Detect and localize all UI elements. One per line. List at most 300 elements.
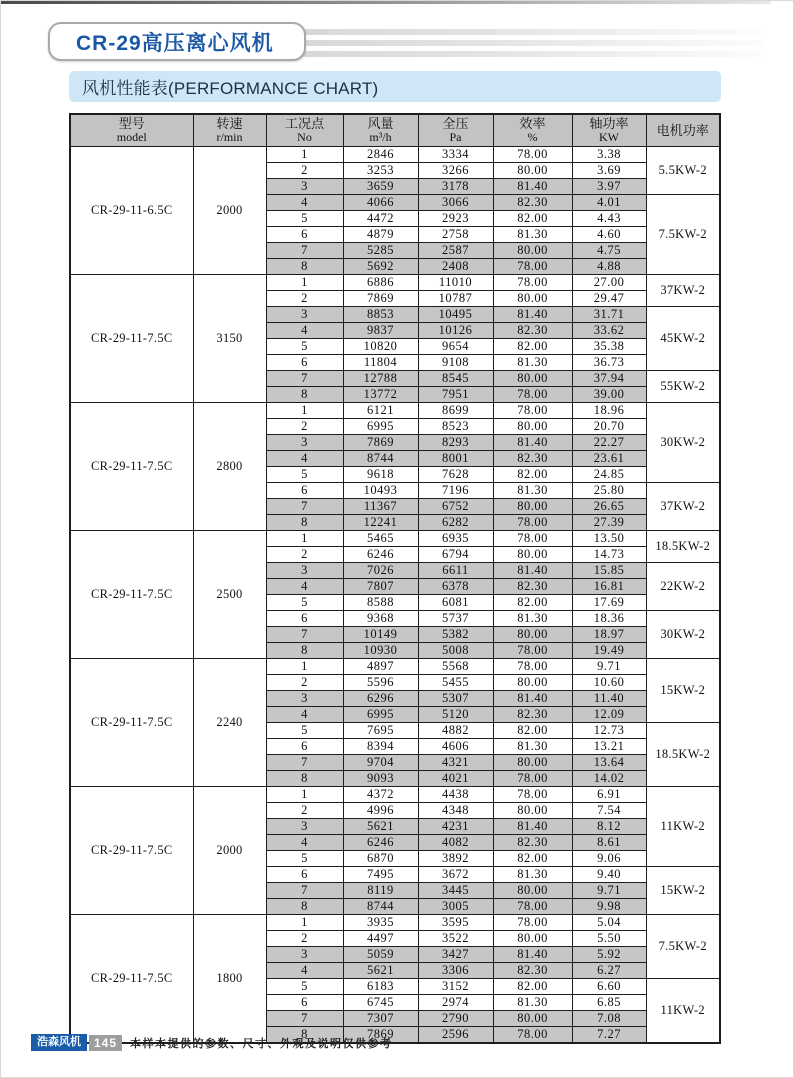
efficiency-cell: 81.30: [493, 994, 572, 1010]
point-no-cell: 7: [266, 626, 343, 642]
point-no-cell: 6: [266, 738, 343, 754]
flow-cell: 12241: [343, 514, 418, 530]
shaft-power-cell: 4.60: [572, 226, 646, 242]
flow-cell: 10493: [343, 482, 418, 498]
point-no-cell: 5: [266, 210, 343, 226]
efficiency-cell: 80.00: [493, 290, 572, 306]
point-no-cell: 5: [266, 338, 343, 354]
pressure-cell: 2758: [418, 226, 493, 242]
flow-cell: 6246: [343, 834, 418, 850]
flow-cell: 8853: [343, 306, 418, 322]
efficiency-cell: 81.30: [493, 610, 572, 626]
efficiency-cell: 82.30: [493, 194, 572, 210]
motor-power-cell: 11KW-2: [646, 978, 720, 1043]
point-no-cell: 2: [266, 674, 343, 690]
pressure-cell: 11010: [418, 274, 493, 290]
performance-table-body: [70, 146, 720, 1043]
col-header-efficiency: 效率 %: [493, 114, 572, 146]
point-no-cell: 1: [266, 530, 343, 546]
flow-cell: 8744: [343, 450, 418, 466]
motor-power-cell: 30KW-2: [646, 610, 720, 658]
table-row: [70, 914, 720, 930]
page-title: CR-29高压离心风机: [76, 31, 274, 55]
efficiency-cell: 81.30: [493, 482, 572, 498]
efficiency-cell: 81.30: [493, 354, 572, 370]
motor-power-cell: 7.5KW-2: [646, 194, 720, 274]
flow-cell: 6995: [343, 706, 418, 722]
pressure-cell: 6282: [418, 514, 493, 530]
motor-power-cell: 18.5KW-2: [646, 530, 720, 562]
pressure-cell: 8545: [418, 370, 493, 386]
efficiency-cell: 81.40: [493, 434, 572, 450]
shaft-power-cell: 9.40: [572, 866, 646, 882]
model-cell: CR-29-11-7.5C: [70, 274, 193, 402]
pressure-cell: 5307: [418, 690, 493, 706]
point-no-cell: 7: [266, 242, 343, 258]
flow-cell: 7807: [343, 578, 418, 594]
efficiency-cell: 82.30: [493, 962, 572, 978]
pressure-cell: 10126: [418, 322, 493, 338]
pressure-cell: 2974: [418, 994, 493, 1010]
speed-cell: 2800: [193, 402, 266, 530]
shaft-power-cell: 13.50: [572, 530, 646, 546]
page-number-badge: 145: [89, 1035, 122, 1051]
point-no-cell: 1: [266, 402, 343, 418]
section-title: 风机性能表(PERFORMANCE CHART): [82, 79, 379, 98]
shaft-power-cell: 31.71: [572, 306, 646, 322]
motor-power-cell: 22KW-2: [646, 562, 720, 610]
flow-cell: 5059: [343, 946, 418, 962]
pressure-cell: 8001: [418, 450, 493, 466]
shaft-power-cell: 23.61: [572, 450, 646, 466]
flow-cell: 6886: [343, 274, 418, 290]
efficiency-cell: 78.00: [493, 642, 572, 658]
shaft-power-cell: 22.27: [572, 434, 646, 450]
efficiency-cell: 80.00: [493, 546, 572, 562]
model-cell: CR-29-11-7.5C: [70, 402, 193, 530]
shaft-power-cell: 5.04: [572, 914, 646, 930]
efficiency-cell: 78.00: [493, 1026, 572, 1043]
pressure-cell: 6378: [418, 578, 493, 594]
point-no-cell: 5: [266, 722, 343, 738]
pressure-cell: 2790: [418, 1010, 493, 1026]
flow-cell: 4996: [343, 802, 418, 818]
shaft-power-cell: 13.64: [572, 754, 646, 770]
point-no-cell: 5: [266, 978, 343, 994]
performance-table-header: [70, 114, 720, 146]
point-no-cell: 5: [266, 594, 343, 610]
flow-cell: 7695: [343, 722, 418, 738]
motor-power-cell: 15KW-2: [646, 658, 720, 722]
point-no-cell: 4: [266, 578, 343, 594]
flow-cell: 7869: [343, 1026, 418, 1043]
efficiency-cell: 78.00: [493, 658, 572, 674]
point-no-cell: 7: [266, 882, 343, 898]
shaft-power-cell: 18.36: [572, 610, 646, 626]
point-no-cell: 8: [266, 1026, 343, 1043]
pressure-cell: 3522: [418, 930, 493, 946]
point-no-cell: 8: [266, 386, 343, 402]
point-no-cell: 6: [266, 482, 343, 498]
efficiency-cell: 78.00: [493, 786, 572, 802]
point-no-cell: 6: [266, 866, 343, 882]
pressure-cell: 8523: [418, 418, 493, 434]
efficiency-cell: 78.00: [493, 914, 572, 930]
col-header-motor-power: 电机功率: [646, 114, 720, 146]
flow-cell: 6870: [343, 850, 418, 866]
flow-cell: 7026: [343, 562, 418, 578]
shaft-power-cell: 9.71: [572, 658, 646, 674]
point-no-cell: 1: [266, 274, 343, 290]
pressure-cell: 6752: [418, 498, 493, 514]
efficiency-cell: 82.00: [493, 210, 572, 226]
point-no-cell: 2: [266, 930, 343, 946]
col-header-flow: 风量 m³/h: [343, 114, 418, 146]
section-header-bar: [69, 71, 721, 102]
point-no-cell: 2: [266, 418, 343, 434]
shaft-power-cell: 16.81: [572, 578, 646, 594]
motor-power-cell: 37KW-2: [646, 482, 720, 530]
model-cell: CR-29-11-7.5C: [70, 530, 193, 658]
motor-power-cell: 37KW-2: [646, 274, 720, 306]
pressure-cell: 3066: [418, 194, 493, 210]
flow-cell: 8119: [343, 882, 418, 898]
pressure-cell: 3306: [418, 962, 493, 978]
efficiency-cell: 78.00: [493, 514, 572, 530]
page-footer: [31, 1034, 393, 1051]
efficiency-cell: 78.00: [493, 258, 572, 274]
flow-cell: 10930: [343, 642, 418, 658]
shaft-power-cell: 25.80: [572, 482, 646, 498]
point-no-cell: 3: [266, 178, 343, 194]
flow-cell: 9093: [343, 770, 418, 786]
motor-power-cell: 45KW-2: [646, 306, 720, 370]
pressure-cell: 4606: [418, 738, 493, 754]
speed-cell: 1800: [193, 914, 266, 1043]
point-no-cell: 2: [266, 802, 343, 818]
shaft-power-cell: 37.94: [572, 370, 646, 386]
pressure-cell: 4321: [418, 754, 493, 770]
shaft-power-cell: 6.60: [572, 978, 646, 994]
shaft-power-cell: 15.85: [572, 562, 646, 578]
shaft-power-cell: 3.97: [572, 178, 646, 194]
point-no-cell: 6: [266, 226, 343, 242]
pressure-cell: 8293: [418, 434, 493, 450]
efficiency-cell: 82.30: [493, 578, 572, 594]
pressure-cell: 5568: [418, 658, 493, 674]
speed-cell: 2240: [193, 658, 266, 786]
flow-cell: 10149: [343, 626, 418, 642]
shaft-power-cell: 7.08: [572, 1010, 646, 1026]
pressure-cell: 6935: [418, 530, 493, 546]
point-no-cell: 4: [266, 450, 343, 466]
efficiency-cell: 82.00: [493, 594, 572, 610]
shaft-power-cell: 4.01: [572, 194, 646, 210]
table-row: [70, 146, 720, 162]
flow-cell: 7869: [343, 434, 418, 450]
table-row: [70, 530, 720, 546]
point-no-cell: 6: [266, 610, 343, 626]
shaft-power-cell: 14.02: [572, 770, 646, 786]
shaft-power-cell: 10.60: [572, 674, 646, 690]
efficiency-cell: 82.30: [493, 834, 572, 850]
pressure-cell: 6611: [418, 562, 493, 578]
brand-badge: 浩森风机: [31, 1034, 87, 1051]
pressure-cell: 3445: [418, 882, 493, 898]
shaft-power-cell: 20.70: [572, 418, 646, 434]
point-no-cell: 2: [266, 546, 343, 562]
col-header-speed: 转速 r/min: [193, 114, 266, 146]
efficiency-cell: 78.00: [493, 386, 572, 402]
pressure-cell: 2596: [418, 1026, 493, 1043]
pressure-cell: 5382: [418, 626, 493, 642]
efficiency-cell: 78.00: [493, 770, 572, 786]
speed-cell: 2000: [193, 786, 266, 914]
speed-cell: 2500: [193, 530, 266, 658]
table-row: [70, 658, 720, 674]
efficiency-cell: 82.00: [493, 466, 572, 482]
pressure-cell: 3892: [418, 850, 493, 866]
flow-cell: 5596: [343, 674, 418, 690]
motor-power-cell: 18.5KW-2: [646, 722, 720, 786]
shaft-power-cell: 24.85: [572, 466, 646, 482]
point-no-cell: 2: [266, 290, 343, 306]
point-no-cell: 3: [266, 946, 343, 962]
shaft-power-cell: 6.85: [572, 994, 646, 1010]
pressure-cell: 4021: [418, 770, 493, 786]
point-no-cell: 3: [266, 306, 343, 322]
shaft-power-cell: 5.92: [572, 946, 646, 962]
pressure-cell: 5455: [418, 674, 493, 690]
flow-cell: 6121: [343, 402, 418, 418]
speed-cell: 3150: [193, 274, 266, 402]
shaft-power-cell: 9.98: [572, 898, 646, 914]
efficiency-cell: 81.40: [493, 178, 572, 194]
shaft-power-cell: 27.39: [572, 514, 646, 530]
shaft-power-cell: 17.69: [572, 594, 646, 610]
shaft-power-cell: 3.69: [572, 162, 646, 178]
point-no-cell: 8: [266, 514, 343, 530]
shaft-power-cell: 4.88: [572, 258, 646, 274]
shaft-power-cell: 19.49: [572, 642, 646, 658]
model-cell: CR-29-11-7.5C: [70, 786, 193, 914]
flow-cell: 11367: [343, 498, 418, 514]
efficiency-cell: 82.00: [493, 978, 572, 994]
pressure-cell: 3595: [418, 914, 493, 930]
flow-cell: 7307: [343, 1010, 418, 1026]
flow-cell: 4372: [343, 786, 418, 802]
efficiency-cell: 81.30: [493, 738, 572, 754]
shaft-power-cell: 8.61: [572, 834, 646, 850]
pressure-cell: 10787: [418, 290, 493, 306]
efficiency-cell: 82.00: [493, 850, 572, 866]
table-row: [70, 402, 720, 418]
flow-cell: 4472: [343, 210, 418, 226]
point-no-cell: 1: [266, 146, 343, 162]
flow-cell: 4497: [343, 930, 418, 946]
shaft-power-cell: 26.65: [572, 498, 646, 514]
shaft-power-cell: 9.06: [572, 850, 646, 866]
pressure-cell: 3334: [418, 146, 493, 162]
flow-cell: 6995: [343, 418, 418, 434]
point-no-cell: 8: [266, 642, 343, 658]
series-title-pill: [48, 22, 306, 61]
shaft-power-cell: 3.38: [572, 146, 646, 162]
pressure-cell: 4082: [418, 834, 493, 850]
efficiency-cell: 80.00: [493, 242, 572, 258]
pressure-cell: 4231: [418, 818, 493, 834]
model-cell: CR-29-11-7.5C: [70, 914, 193, 1043]
pressure-cell: 5120: [418, 706, 493, 722]
flow-cell: 7495: [343, 866, 418, 882]
motor-power-cell: 7.5KW-2: [646, 914, 720, 978]
efficiency-cell: 80.00: [493, 498, 572, 514]
point-no-cell: 1: [266, 658, 343, 674]
shaft-power-cell: 18.97: [572, 626, 646, 642]
flow-cell: 3659: [343, 178, 418, 194]
flow-cell: 8588: [343, 594, 418, 610]
pressure-cell: 3005: [418, 898, 493, 914]
pressure-cell: 6081: [418, 594, 493, 610]
point-no-cell: 7: [266, 1010, 343, 1026]
point-no-cell: 7: [266, 498, 343, 514]
pressure-cell: 7196: [418, 482, 493, 498]
flow-cell: 6246: [343, 546, 418, 562]
pressure-cell: 8699: [418, 402, 493, 418]
point-no-cell: 3: [266, 690, 343, 706]
efficiency-cell: 81.40: [493, 946, 572, 962]
motor-power-cell: 5.5KW-2: [646, 146, 720, 194]
point-no-cell: 8: [266, 770, 343, 786]
flow-cell: 5465: [343, 530, 418, 546]
efficiency-cell: 82.30: [493, 706, 572, 722]
shaft-power-cell: 6.27: [572, 962, 646, 978]
pressure-cell: 4348: [418, 802, 493, 818]
point-no-cell: 4: [266, 706, 343, 722]
efficiency-cell: 78.00: [493, 146, 572, 162]
motor-power-cell: 30KW-2: [646, 402, 720, 482]
pressure-cell: 9108: [418, 354, 493, 370]
col-header-pressure: 全压 Pa: [418, 114, 493, 146]
efficiency-cell: 81.30: [493, 866, 572, 882]
shaft-power-cell: 18.96: [572, 402, 646, 418]
point-no-cell: 4: [266, 322, 343, 338]
motor-power-cell: 11KW-2: [646, 786, 720, 866]
flow-cell: 6183: [343, 978, 418, 994]
point-no-cell: 6: [266, 994, 343, 1010]
pressure-cell: 3427: [418, 946, 493, 962]
flow-cell: 5285: [343, 242, 418, 258]
efficiency-cell: 82.30: [493, 322, 572, 338]
flow-cell: 3253: [343, 162, 418, 178]
point-no-cell: 1: [266, 786, 343, 802]
flow-cell: 10820: [343, 338, 418, 354]
shaft-power-cell: 7.27: [572, 1026, 646, 1043]
flow-cell: 7869: [343, 290, 418, 306]
efficiency-cell: 80.00: [493, 754, 572, 770]
shaft-power-cell: 13.21: [572, 738, 646, 754]
speed-cell: 2000: [193, 146, 266, 274]
point-no-cell: 6: [266, 354, 343, 370]
shaft-power-cell: 12.09: [572, 706, 646, 722]
point-no-cell: 3: [266, 434, 343, 450]
point-no-cell: 8: [266, 898, 343, 914]
pressure-cell: 7628: [418, 466, 493, 482]
point-no-cell: 8: [266, 258, 343, 274]
efficiency-cell: 82.30: [493, 450, 572, 466]
flow-cell: 3935: [343, 914, 418, 930]
pressure-cell: 3152: [418, 978, 493, 994]
efficiency-cell: 81.30: [493, 226, 572, 242]
page-top-rule: [1, 1, 771, 4]
flow-cell: 5621: [343, 962, 418, 978]
flow-cell: 5692: [343, 258, 418, 274]
col-header-shaft-power: 轴功率 KW: [572, 114, 646, 146]
flow-cell: 11804: [343, 354, 418, 370]
flow-cell: 4879: [343, 226, 418, 242]
efficiency-cell: 78.00: [493, 274, 572, 290]
point-no-cell: 5: [266, 466, 343, 482]
efficiency-cell: 80.00: [493, 162, 572, 178]
shaft-power-cell: 11.40: [572, 690, 646, 706]
shaft-power-cell: 33.62: [572, 322, 646, 338]
motor-power-cell: 15KW-2: [646, 866, 720, 914]
shaft-power-cell: 39.00: [572, 386, 646, 402]
performance-table: [69, 113, 721, 1044]
shaft-power-cell: 5.50: [572, 930, 646, 946]
flow-cell: 9837: [343, 322, 418, 338]
shaft-power-cell: 7.54: [572, 802, 646, 818]
footer-note: 本样本提供的参数、尺寸、外观及说明仅供参考: [130, 1037, 393, 1050]
efficiency-cell: 81.40: [493, 818, 572, 834]
pressure-cell: 6794: [418, 546, 493, 562]
flow-cell: 9368: [343, 610, 418, 626]
pressure-cell: 4882: [418, 722, 493, 738]
flow-cell: 5621: [343, 818, 418, 834]
point-no-cell: 3: [266, 818, 343, 834]
point-no-cell: 7: [266, 370, 343, 386]
efficiency-cell: 80.00: [493, 802, 572, 818]
point-no-cell: 2: [266, 162, 343, 178]
efficiency-cell: 80.00: [493, 370, 572, 386]
efficiency-cell: 80.00: [493, 418, 572, 434]
table-row: [70, 274, 720, 290]
flow-cell: 4066: [343, 194, 418, 210]
efficiency-cell: 81.40: [493, 562, 572, 578]
efficiency-cell: 78.00: [493, 530, 572, 546]
pressure-cell: 3178: [418, 178, 493, 194]
pressure-cell: 4438: [418, 786, 493, 802]
col-header-model: 型号 model: [70, 114, 193, 146]
flow-cell: 13772: [343, 386, 418, 402]
pressure-cell: 3672: [418, 866, 493, 882]
efficiency-cell: 78.00: [493, 898, 572, 914]
flow-cell: 6296: [343, 690, 418, 706]
efficiency-cell: 80.00: [493, 1010, 572, 1026]
efficiency-cell: 81.40: [493, 306, 572, 322]
pressure-cell: 2408: [418, 258, 493, 274]
flow-cell: 8394: [343, 738, 418, 754]
efficiency-cell: 80.00: [493, 930, 572, 946]
efficiency-cell: 82.00: [493, 338, 572, 354]
pressure-cell: 2923: [418, 210, 493, 226]
shaft-power-cell: 9.71: [572, 882, 646, 898]
shaft-power-cell: 8.12: [572, 818, 646, 834]
col-header-point-no: 工况点 No: [266, 114, 343, 146]
shaft-power-cell: 6.91: [572, 786, 646, 802]
shaft-power-cell: 4.75: [572, 242, 646, 258]
shaft-power-cell: 36.73: [572, 354, 646, 370]
